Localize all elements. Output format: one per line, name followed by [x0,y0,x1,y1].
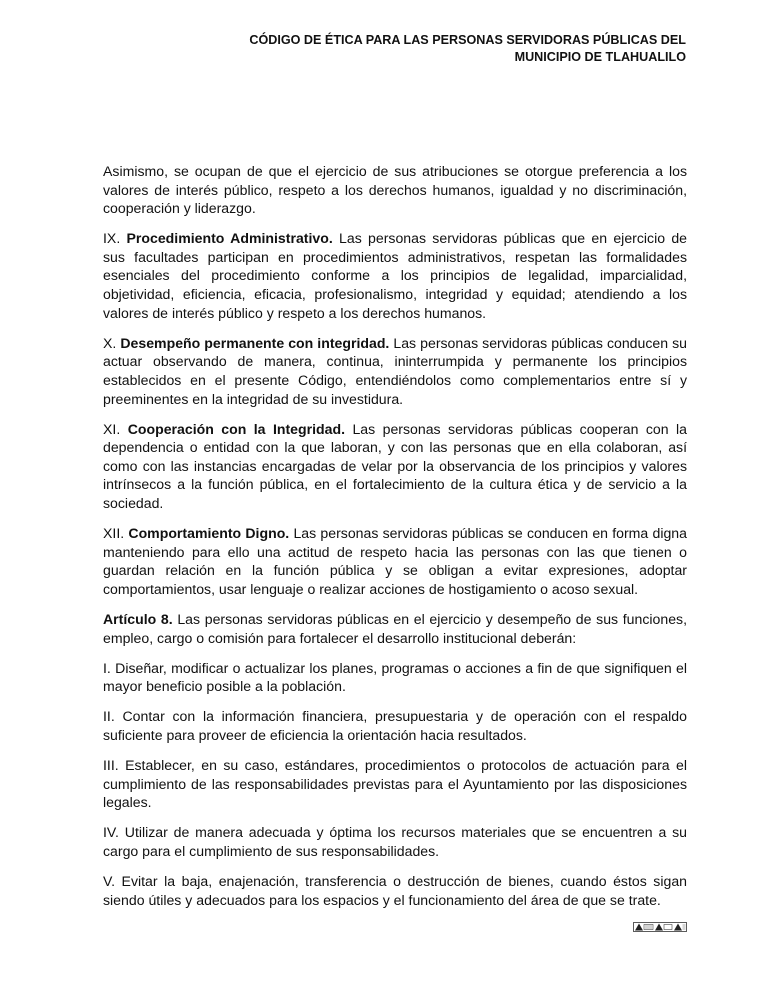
header-title-line-1: CÓDIGO DE ÉTICA PARA LAS PERSONAS SERVIDORAS PÚBLICAS DEL [249,33,686,47]
list-item-ii [103,707,687,744]
header-title-line-2: MUNICIPIO DE TLAHUALILO [514,50,686,64]
paragraph-text: Las personas servidoras públicas se conducen en forma digna manteniendo para ello una actitud de respeto hacia las personas con las que tienen o guardan relación en la función pública y se obligan a evitar expresiones, adoptar comportamientos, usar lenguaje o realizar acciones de hostigamiento o acoso sexual. [103,525,687,597]
list-item-iii [103,756,687,812]
paragraph-title: Desempeño permanente con integridad. [120,334,390,351]
paragraph-x [103,334,687,408]
paragraph-title: Artículo 8. [103,610,173,627]
paragraph-title: Comportamiento Digno. [128,525,290,542]
paragraph-text: Las personas servidoras públicas que en ejercicio de sus facultades participan en procedimientos administrativos, respetan las formalidades esenciales del procedimiento conforme a los principios de legalidad, imparcialidad, objetividad, eficiencia, eficacia, profesionalismo, integridad y equidad; atendiendo a los valores de interés público y respeto a los derechos humanos. [103,230,688,321]
paragraph-ix [103,229,687,322]
paragraph-text: IV. Utilizar de manera adecuada y óptima los recursos materiales que se encuentren a su cargo para el cumplimiento de sus responsabilidades. [103,824,687,859]
paragraph-text: Las personas servidoras públicas conducen su actuar observando de manera, continua, ininterrumpida y permanente los principios establecidos en el presente Código, entendiéndolos como complementarios entre sí y preeminentes en la integridad de su investidura. [103,334,687,407]
paragraph-lead: XI. [103,420,128,437]
paragraph-lead: X. [103,334,121,351]
paragraph-text: Las personas servidoras públicas cooperan con la dependencia o entidad con la que laboran, y con las personas que en ella colaboran, así como con las instancias encargadas de velar por la observancia de los principios y valores intrínsecos a la función pública, en el fortalecimiento de la cultura ética y de servicio a la sociedad. [103,420,688,511]
paragraph-text: Las personas servidoras públicas en el ejercicio y desempeño de sus funciones, empleo, cargo o comisión para fortalecer el desarrollo institucional deberán: [103,610,687,646]
paragraph-title: Procedimiento Administrativo. [126,230,333,247]
paragraph-title: Cooperación con la Integridad. [127,420,346,437]
paragraph-text: III. Establecer, en su caso, estándares, procedimientos o protocolos de actuación para el cumplimiento de las responsabilidades previstas para el Ayuntamiento por las disposiciones legales. [103,757,687,811]
paragraph-xi [103,420,687,513]
paragraph-text: II. Contar con la información financiera, presupuestaria y de operación con el respaldo suficiente para proveer de eficiencia la orientación hacia resultados. [103,708,687,743]
paragraph-asimismo [103,162,687,218]
institutional-logo-icon [633,922,687,932]
document-body [103,162,687,921]
document-header [249,32,686,66]
paragraph-articulo-8 [103,610,687,647]
paragraph-lead: IX. [103,230,127,247]
list-item-i [103,659,687,696]
paragraph-text: Asimismo, se ocupan de que el ejercicio de sus atribuciones se otorgue preferencia a los valores de interés público, respeto a los derechos humanos, igualdad y no discriminación, cooperación y liderazgo. [103,163,687,217]
paragraph-xii [103,524,687,598]
paragraph-text: V. Evitar la baja, enajenación, transferencia o destrucción de bienes, cuando éstos sigan siendo útiles y adecuados para los espacios y el funcionamiento del área de que se trate. [103,873,687,908]
list-item-v [103,872,687,909]
paragraph-text: I. Diseñar, modificar o actualizar los planes, programas o acciones a fin de que signifiquen el mayor beneficio posible a la población. [103,659,687,695]
list-item-iv [103,823,687,860]
paragraph-lead: XII. [103,525,129,542]
